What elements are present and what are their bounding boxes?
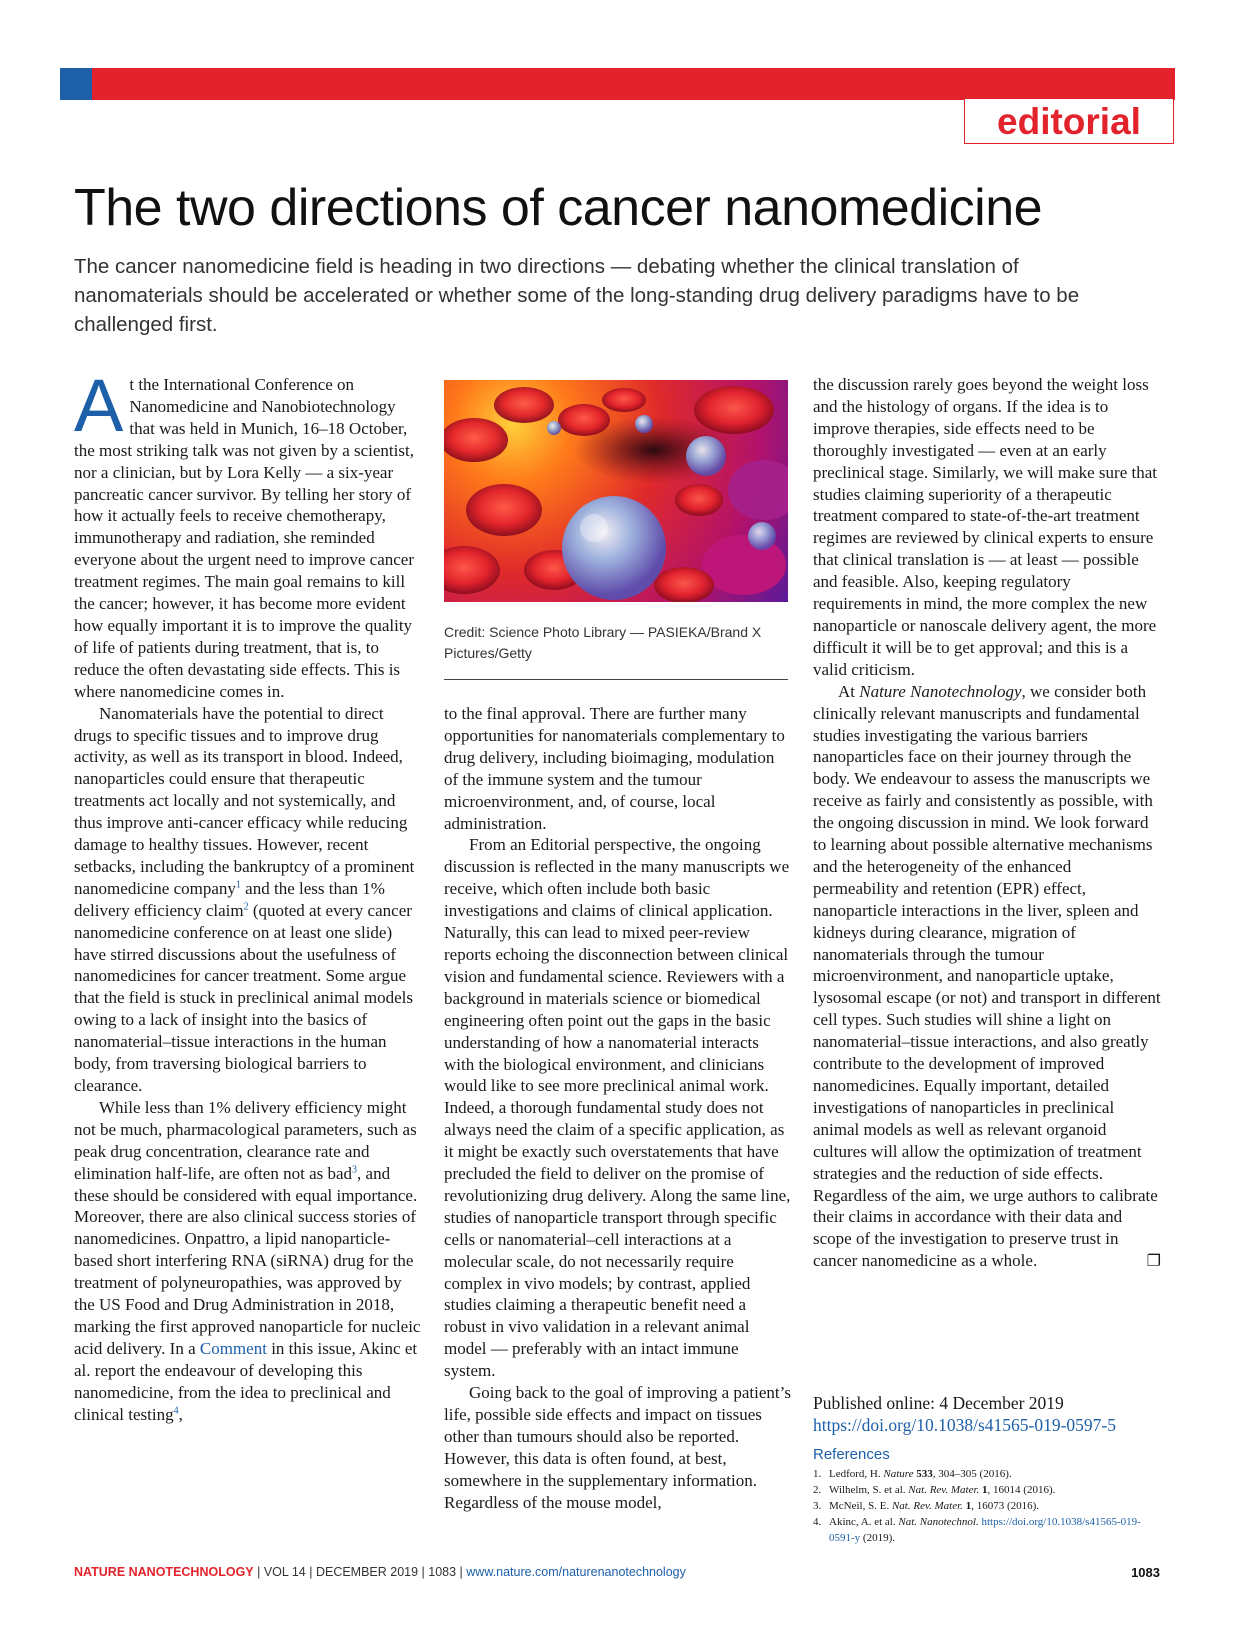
paragraph: the discussion rarely goes beyond the weight loss and the histology of organs. If the idea is to improve therapies, side effects need to be thoroughly investigated — even at an early preclinical stage. Similarly, we will make sure that studies claiming superiority of a therapeutic treatment compared to state-of-the-art treatment regimes are reviewed by clinical experts to ensure that clinical translation is — at least — possible and feasible. Also, keeping regulatory requirements in mind, the more complex the new nanoparticle or nanoscale delivery agent, the more difficult it will be to get approval; and this is a valid criticism. <box>813 375 1157 679</box>
section-label: editorial <box>964 99 1174 144</box>
paragraph: Nanomaterials have the potential to direct drugs to specific tissues and to improve drug activity, as well as its transport in blood. Indeed, nanoparticles could ensure that therapeutic treatments act locally and not systemically, and thus improve anti-cancer efficacy while reducing damage to healthy tissues. However, recent setbacks, including the bankruptcy of a prominent nanomedicine company$^1$ and the less than 1% delivery efficiency claim$^2$ (quoted at every cancer nanomedicine conference on at least one slide) have stirred discussions about the usefulness of nanomedicines for cancer treatment. Some argue that the field is stuck in preclinical animal models owing to a lack of insight into the basics of nanomaterial–tissue interactions in the human body, from traversing biological barriers to clearance. <box>74 703 415 1095</box>
reference-item: 4. Akinc, A. et al. Nat. Nanotechnol. https://doi.org/10.1038/s41565-019-0591-y (2019). <box>813 1516 1141 1544</box>
reference-marker[interactable]: 1 <box>235 879 241 891</box>
paragraph: Going back to the goal of improving a patient’s life, possible side effects and impact on tissues other than tumours should also be reported. However, this data is often found, at best, somewhere in the supplementary information. Regardless of the mouse model, <box>444 1383 791 1512</box>
article-figure <box>444 380 788 602</box>
reference-marker[interactable]: 4 <box>173 1404 179 1416</box>
body-column-2 <box>444 703 792 1514</box>
reference-item: 2. Wilhelm, S. et al. Nat. Rev. Mater. 1, 16014 (2016). <box>813 1484 1056 1496</box>
page-number: 1083 <box>1131 1565 1160 1580</box>
publication-info <box>813 1392 1163 1436</box>
figure-credit: Credit: Science Photo Library — PASIEKA/Brand X Pictures/Getty <box>444 624 762 661</box>
reference-list <box>813 1466 1153 1546</box>
body-column-1 <box>74 364 422 1426</box>
divider <box>444 679 788 680</box>
comment-link[interactable]: Comment <box>199 1338 267 1358</box>
footer-issue: | VOL 14 | DECEMBER 2019 | 1083 | <box>253 1565 467 1579</box>
header-bar-accent <box>60 68 92 100</box>
page-footer <box>74 1565 1160 1579</box>
article-standfirst: The cancer nanomedicine field is heading in two directions — debating whether the clinical translation of nanomaterials should be accelerated or whether some of the long-standing drug delivery paradigms have to be challenged first. <box>74 255 1080 336</box>
doi-link[interactable]: https://doi.org/10.1038/s41565-019-0597-5 <box>813 1415 1117 1435</box>
reference-marker[interactable]: 3 <box>352 1163 358 1175</box>
reference-doi-link[interactable]: https://doi.org/10.1038/s41565-019-0591-y <box>829 1516 1141 1544</box>
nanoparticle-illustration <box>444 380 788 602</box>
paragraph: At Nature Nanotechnology, we consider both clinically relevant manuscripts and fundamental studies investigating the various barriers nanoparticles face on their journey through the body. We endeavour to assess the manuscripts we receive as fairly and consistently as possible, with the ongoing discussion in mind. We look forward to learning about possible alternative mechanisms and the heterogeneity of the enhanced permeability and retention (EPR) effect, nanoparticle interactions in the liver, spleen and kidneys during clearance, migration of nanomaterials through the tumour microenvironment, and nanoparticle uptake, lysosomal escape (or not) and transport in different cell types. Such studies will shine a light on nanomaterial–tissue interactions, and also greatly contribute to the development of improved nanomedicines. Equally important, detailed investigations of nanoparticles in preclinical animal models as well as relevant organoid cultures will allow the optimization of treatment strategies and the reduction of side effects. Regardless of the aim, we urge authors to calibrate their claims in accordance with their data and scope of the investigation to preserve trust in cancer nanomedicine as a whole. ❐ <box>813 681 1161 1272</box>
references-heading: References <box>813 1446 890 1463</box>
reference-item: 1. Ledford, H. Nature 533, 304–305 (2016). <box>813 1468 1012 1480</box>
body-column-3 <box>813 374 1161 1273</box>
reference-item: 3. McNeil, S. E. Nat. Rev. Mater. 1, 16073 (2016). <box>813 1500 1040 1512</box>
footer-url[interactable]: www.nature.com/naturenanotechnology <box>466 1565 686 1579</box>
paragraph: From an Editorial perspective, the ongoing discussion is reflected in the many manuscripts we receive, which often include both basic investigations and claims of clinical application. Naturally, this can lead to mixed peer-review reports echoing the disconnection between clinical vision and fundamental science. Reviewers with a background in materials science or biomedical engineering often point out the gaps in the basic understanding of how a nanomaterial interacts with the biological environment, and clinicians would like to see more preclinical animal work. Indeed, a thorough fundamental study does not always need the claim of a specific application, as it might be exactly such overstatements that have precluded the field to deliver on the promise of revolutionizing drug delivery. Along the same line, studies of nanoparticle transport through specific cells or nanomaterial–cell interactions at a molecular scale, do not necessarily require complex in vivo models; by contrast, applied studies claiming a therapeutic benefit need a robust in vivo validation in a relevant animal model — preferably with an intact immune system. <box>444 835 791 1381</box>
header-bar <box>60 68 1175 100</box>
article-title: The two directions of cancer nanomedicine <box>74 179 1043 237</box>
footer-journal: NATURE NANOTECHNOLOGY <box>74 1565 254 1579</box>
dropcap: A <box>74 364 124 447</box>
paragraph: At the International Conference on Nanomedicine and Nanobiotechnology that was held in Munich, 16–18 October, the most striking talk was not given by a scientist, nor a clinician, but by Lora Kelly — a six-year pancreatic cancer survivor. By telling her story of how it actually feels to receive chemotherapy, immunotherapy and radiation, she reminded everyone about the urgent need to improve cancer treatment regimes. The main goal remains to kill the cancer; however, it has become more evident how equally important it is to improve the quality of life of patients during treatment, that is, to reduce the often devastating side effects. This is where nanomedicine comes in. <box>74 364 415 701</box>
end-mark-icon: ❐ <box>1146 1253 1161 1271</box>
paragraph: While less than 1% delivery efficiency might not be much, pharmacological parameters, such as peak drug concentration, clearance rate and elimination half-life, are often not as bad$^3$, and these should be considered with equal importance. Moreover, there are also clinical success stories of nanomedicines. Onpattro, a lipid nanoparticle-based short interfering RNA (siRNA) drug for the treatment of polyneuropathies, was approved by the US Food and Drug Administration in 2018, marking the first approved nanoparticle for nucleic acid delivery. In a Comment in this issue, Akinc et al. report the endeavour of developing this nanomedicine, from the idea to preclinical and clinical testing$^4$, <box>74 1097 421 1424</box>
published-date: Published online: 4 December 2019 <box>813 1393 1064 1413</box>
journal-name: Nature Nanotechnology <box>859 681 1022 701</box>
paragraph: to the final approval. There are further many opportunities for nanomaterials complementary to drug delivery, including bioimaging, modulation of the immune system and the tumour microenvironment, and, of course, local administration. <box>444 704 785 833</box>
reference-marker[interactable]: 2 <box>243 901 249 913</box>
